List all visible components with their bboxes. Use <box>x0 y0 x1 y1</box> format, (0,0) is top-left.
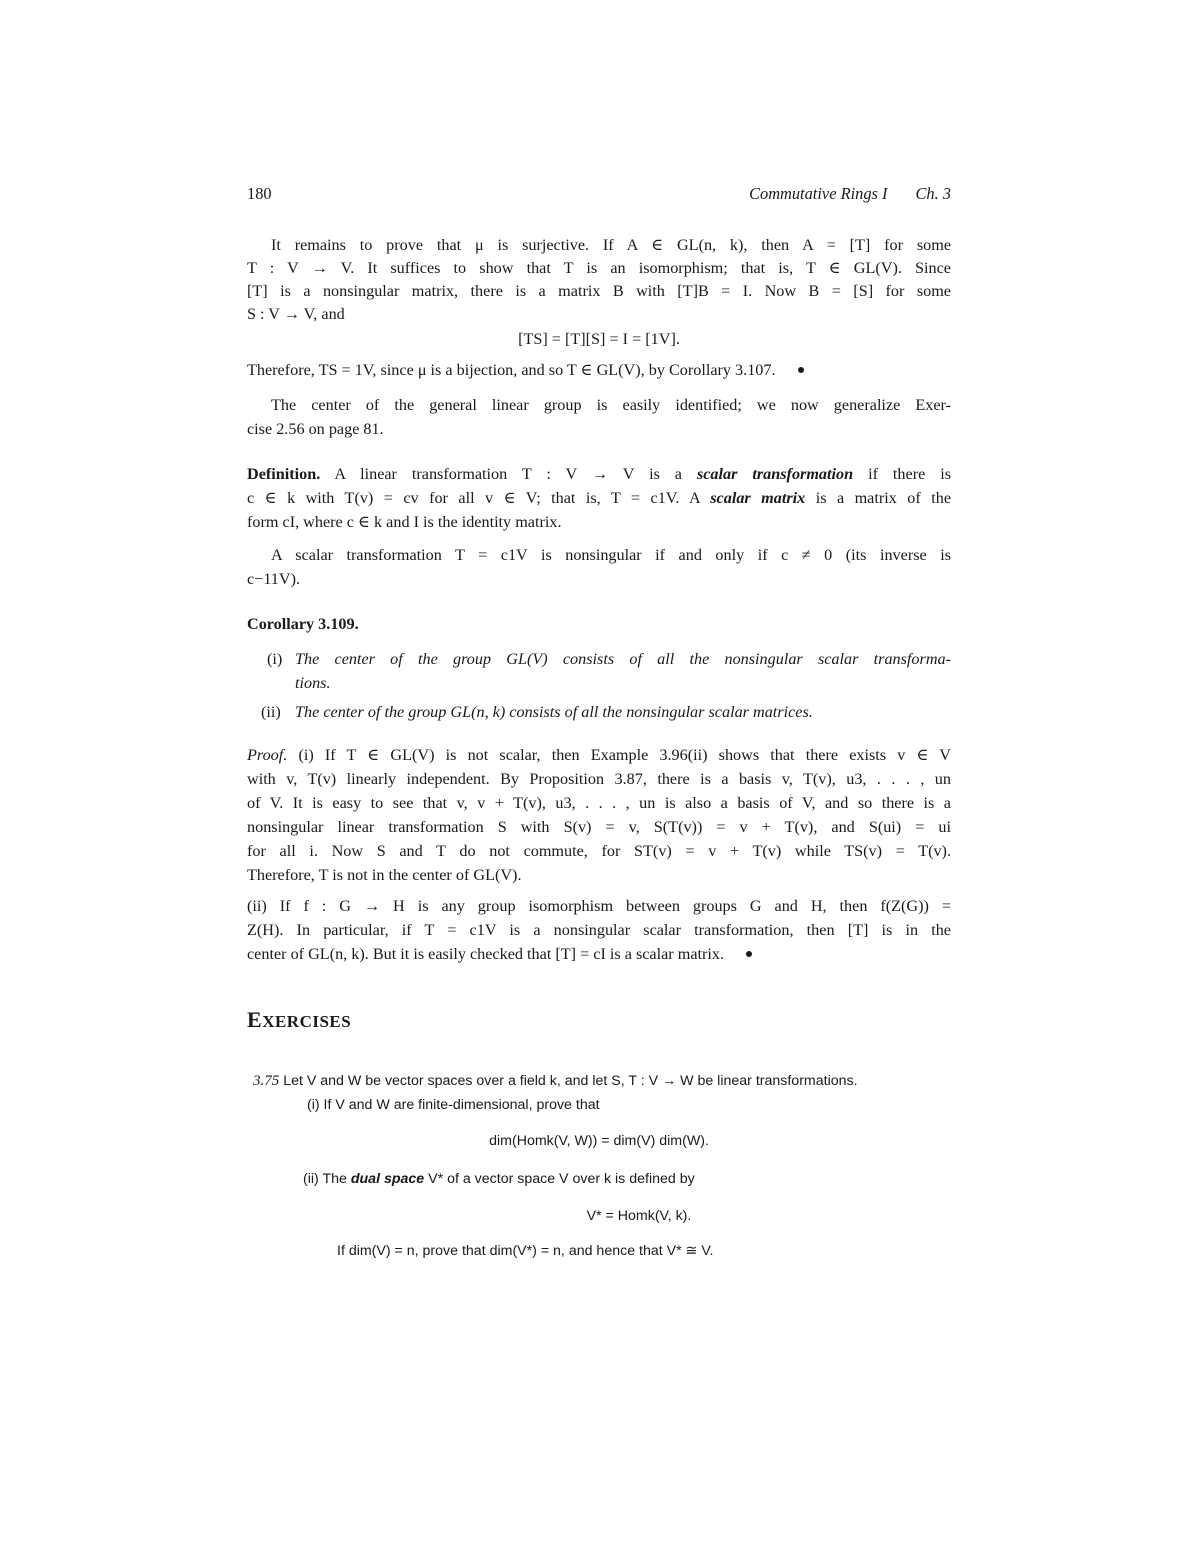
proof-line-2: with v, T(v) linearly independent. By Proposition 3.87, there is a basis v, T(v), u3, . . . , un <box>247 770 951 788</box>
exercise-part-i: (i) If V and W are finite-dimensional, prove that <box>307 1097 600 1113</box>
proof-line-3: of V. It is easy to see that v, v + T(v), u3, . . . , un is also a basis of V, and so there is a <box>247 794 951 812</box>
proof-line-5: for all i. Now S and T do not commute, for ST(v) = v + T(v) while TS(v) = T(v). <box>247 842 951 860</box>
proof-end-conclusion <box>247 359 804 382</box>
definition-label: Definition. <box>247 465 321 483</box>
exercise-part-ii-a: (ii) The <box>303 1171 347 1187</box>
exercise-part-ii <box>303 1168 695 1191</box>
exercises-heading <box>247 1008 351 1033</box>
exercise-number: 3.75 <box>253 1073 280 1089</box>
corollary-item-i-line-1: The center of the group GL(V) consists of all the nonsingular scalar transforma- <box>295 650 951 668</box>
exercise-last-line: If dim(V) = n, prove that dim(V*) = n, and hence that V* ≅ V. <box>337 1243 714 1259</box>
definition-line-3: form cI, where c ∈ k and I is the identity matrix. <box>247 513 562 531</box>
corollary-item-ii-text: The center of the group GL(n, k) consists of all the nonsingular scalar matrices. <box>295 703 813 721</box>
definition-line-1 <box>247 463 951 486</box>
corollary-item-i-label: (i) <box>267 650 283 668</box>
proof-line-8: Z(H). In particular, if T = c1V is a nonsingular scalar transformation, then [T] is in the <box>247 921 951 939</box>
definition-text-2b: is a matrix of the <box>815 489 952 507</box>
corollary-item-i-line-2: tions. <box>295 674 331 692</box>
exercises-heading-initial: E <box>247 1007 263 1032</box>
qed-bullet-icon <box>746 951 752 957</box>
exercise-statement: Let V and W be vector spaces over a field k, and let S, T : V → W be linear transformations. <box>283 1073 858 1089</box>
exercises-heading-rest: XERCISES <box>262 1012 352 1031</box>
term-scalar-transformation: scalar transformation <box>696 465 854 483</box>
chapter-label: Ch. 3 <box>915 184 951 203</box>
intro-line-1: The center of the general linear group is easily identified; we now generalize Exer- <box>271 396 951 414</box>
exercise-display-2: V* = Homk(V, k). <box>586 1208 692 1224</box>
proof-line-1 <box>247 744 951 767</box>
page-number: 180 <box>247 184 272 203</box>
proof-text-1: (i) If T ∈ GL(V) is not scalar, then Example 3.96(ii) shows that there exists v ∈ V <box>298 746 951 764</box>
proof-end-line-1: It remains to prove that μ is surjective. If A ∈ GL(n, k), then A = [T] for some <box>271 236 951 254</box>
proof-text-9: center of GL(n, k). But it is easily checked that [T] = cI is a scalar matrix. <box>247 945 725 963</box>
definition-line-2 <box>247 487 951 510</box>
intro-line-2: cise 2.56 on page 81. <box>247 420 384 438</box>
proof-line-7: (ii) If f : G → H is any group isomorphism between groups G and H, then f(Z(G)) = <box>247 897 951 915</box>
term-scalar-matrix: scalar matrix <box>710 489 806 507</box>
exercise-display-1: dim(Homk(V, W)) = dim(V) dim(W). <box>489 1133 709 1149</box>
proof-line-9 <box>247 943 752 966</box>
proof-line-4: nonsingular linear transformation S with S(v) = v, S(T(v)) = v + T(v), and S(ui) = ui <box>247 818 951 836</box>
running-header <box>247 184 951 208</box>
qed-bullet-icon <box>798 367 804 373</box>
proof-line-6: Therefore, T is not in the center of GL(V). <box>247 866 522 884</box>
term-dual-space: dual space <box>350 1171 425 1187</box>
proof-end-line-3: [T] is a nonsingular matrix, there is a matrix B with [T]B = I. Now B = [S] for some <box>247 282 951 300</box>
running-title <box>749 184 951 204</box>
definition-text-1b: if there is <box>868 465 952 483</box>
corollary-label: Corollary 3.109. <box>247 615 359 633</box>
corollary-item-ii-label: (ii) <box>261 703 281 721</box>
proof-label: Proof. <box>247 746 288 764</box>
running-title-text: Commutative Rings I <box>749 184 888 203</box>
definition-text-2a: c ∈ k with T(v) = cv for all v ∈ V; that is, T = c1V. A <box>247 489 700 507</box>
display-equation: [TS] = [T][S] = I = [1V]. <box>518 330 680 348</box>
definition-text-1a: A linear transformation T : V → V is a <box>334 465 682 483</box>
remark-line-2: c−11V). <box>247 570 301 588</box>
proof-end-line-2: T : V → V. It suffices to show that T is an isomorphism; that is, T ∈ GL(V). Since <box>247 259 951 277</box>
remark-line-1: A scalar transformation T = c1V is nonsingular if and only if c ≠ 0 (its inverse is <box>271 546 951 564</box>
exercise-3-75 <box>253 1070 858 1093</box>
exercise-part-ii-b: V* of a vector space V over k is defined by <box>428 1171 695 1187</box>
proof-end-line-4: S : V → V, and <box>247 305 345 323</box>
conclusion-text: Therefore, TS = 1V, since μ is a bijection, and so T ∈ GL(V), by Corollary 3.107. <box>247 361 776 379</box>
